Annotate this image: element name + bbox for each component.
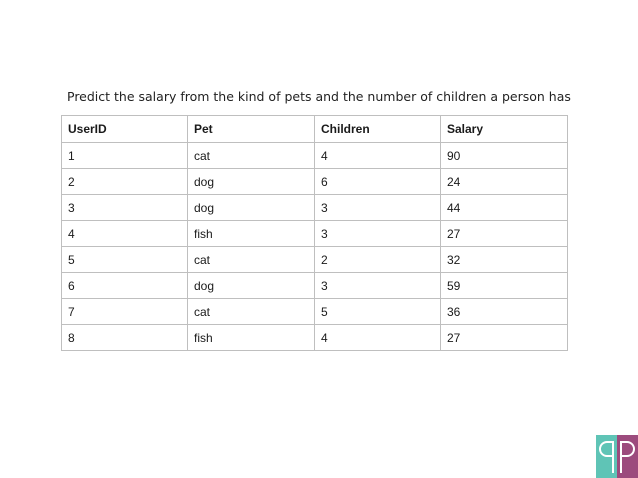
table-cell: 2 [315,247,441,273]
table-cell: 27 [441,325,568,351]
column-header-userid: UserID [62,116,188,143]
table-cell: cat [188,247,315,273]
table-row [62,325,568,351]
table-cell: 4 [315,143,441,169]
data-table [61,115,568,351]
table-cell: dog [188,169,315,195]
table-row [62,169,568,195]
table-cell: fish [188,221,315,247]
table-row [62,221,568,247]
table-cell: 24 [441,169,568,195]
table-cell: dog [188,195,315,221]
table-cell: 4 [62,221,188,247]
table-row [62,273,568,299]
table-row [62,299,568,325]
column-header-children: Children [315,116,441,143]
pp-logo-icon [596,435,638,478]
table-cell: fish [188,325,315,351]
logo-glyph [596,435,638,478]
table-header-row [62,116,568,143]
table-cell: 1 [62,143,188,169]
table-cell: cat [188,299,315,325]
table-row [62,143,568,169]
table-cell: 5 [62,247,188,273]
column-header-salary: Salary [441,116,568,143]
table-cell: 3 [315,273,441,299]
table-cell: 2 [62,169,188,195]
table-cell: 27 [441,221,568,247]
column-header-pet: Pet [188,116,315,143]
table-cell: 6 [315,169,441,195]
table-cell: 90 [441,143,568,169]
table-cell: 3 [315,195,441,221]
table-cell: cat [188,143,315,169]
table-cell: 7 [62,299,188,325]
table-cell: dog [188,273,315,299]
table-cell: 4 [315,325,441,351]
table-cell: 36 [441,299,568,325]
page-caption: Predict the salary from the kind of pets and the number of children a person has [67,89,571,104]
table-cell: 3 [315,221,441,247]
table-cell: 6 [62,273,188,299]
table-cell: 5 [315,299,441,325]
table-row [62,195,568,221]
table-cell: 32 [441,247,568,273]
table-cell: 44 [441,195,568,221]
table-row [62,247,568,273]
table-cell: 59 [441,273,568,299]
table-cell: 3 [62,195,188,221]
table-cell: 8 [62,325,188,351]
